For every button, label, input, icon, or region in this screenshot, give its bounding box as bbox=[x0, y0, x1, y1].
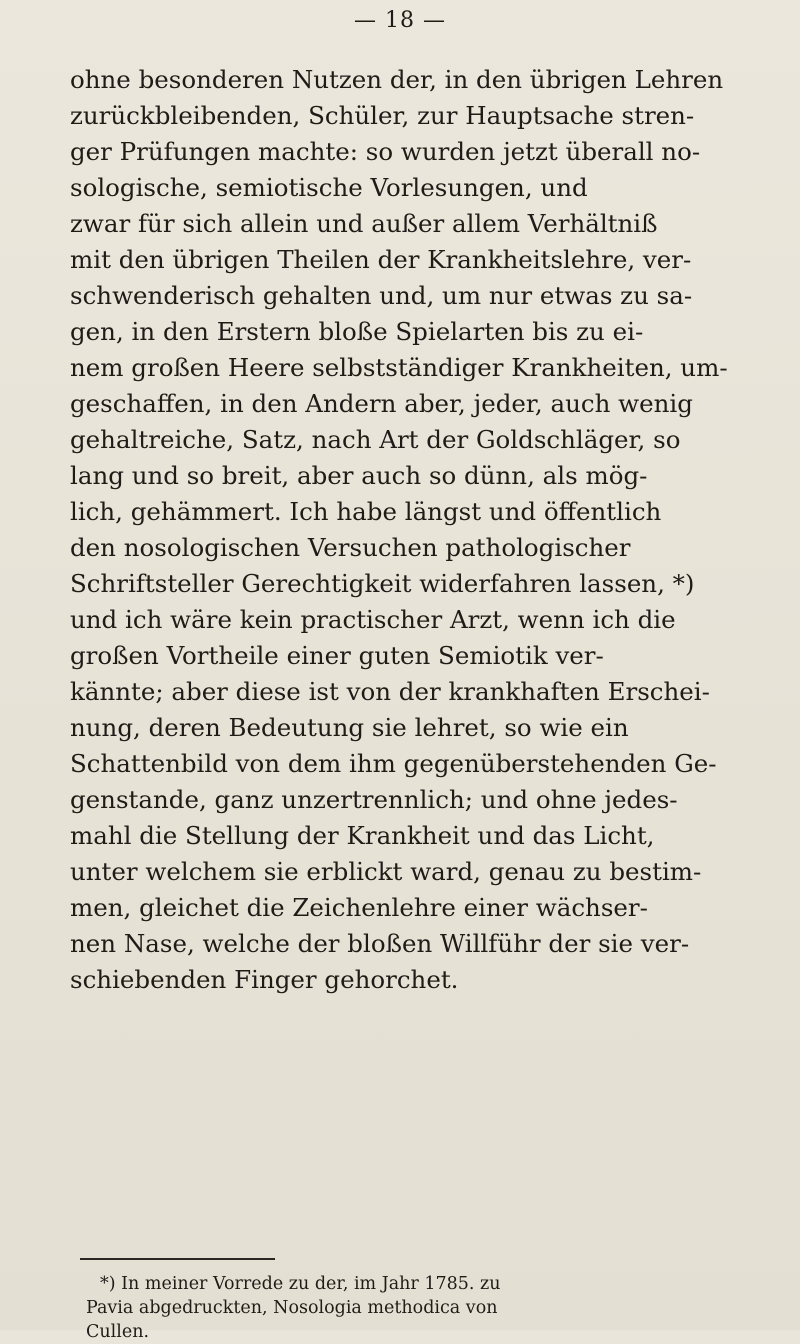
text-line: Schattenbild von dem ihm gegenüberstehenden Ge- bbox=[70, 749, 717, 778]
text-line: gen, in den Erstern bloße Spielarten bis zu ei- bbox=[70, 317, 644, 346]
text-line: schwenderisch gehalten und, um nur etwas zu sa- bbox=[70, 281, 693, 310]
text-line: lang und so breit, aber auch so dünn, als mög- bbox=[70, 461, 648, 490]
footnote bbox=[86, 1272, 756, 1344]
text-line: zurückbleibenden, Schüler, zur Hauptsache stren- bbox=[70, 101, 695, 130]
text-line: gehaltreiche, Satz, nach Art der Goldschläger, so bbox=[70, 425, 681, 454]
text-line: nem großen Heere selbstständiger Krankheiten, um- bbox=[70, 353, 728, 382]
footnote-line: *) In meiner Vorrede zu der, im Jahr 1785. zu bbox=[100, 1274, 501, 1294]
text-line: nung, deren Bedeutung sie lehret, so wie ein bbox=[70, 713, 629, 742]
footnote-line: Cullen. bbox=[86, 1322, 150, 1342]
text-line: men, gleichet die Zeichenlehre einer wächser- bbox=[70, 893, 648, 922]
text-line: sologische, semiotische Vorlesungen, und bbox=[70, 173, 588, 202]
footnote-rule bbox=[80, 1258, 275, 1260]
text-line: den nosologischen Versuchen pathologischer bbox=[70, 533, 631, 562]
text-line: und ich wäre kein practischer Arzt, wenn ich die bbox=[70, 605, 676, 634]
text-line: Schriftsteller Gerechtigkeit widerfahren lassen, *) bbox=[70, 569, 695, 598]
body-text bbox=[70, 62, 750, 998]
page-number: — 18 — bbox=[354, 8, 446, 33]
text-line: lich, gehämmert. Ich habe längst und öffentlich bbox=[70, 497, 662, 526]
text-line: ohne besonderen Nutzen der, in den übrigen Lehren bbox=[70, 65, 724, 94]
text-line: unter welchem sie erblickt ward, genau zu bestim- bbox=[70, 857, 702, 886]
text-line: mit den übrigen Theilen der Krankheitslehre, ver- bbox=[70, 245, 692, 274]
text-line: großen Vortheile einer guten Semiotik ver- bbox=[70, 641, 604, 670]
text-line: zwar für sich allein und außer allem Verhältniß bbox=[70, 209, 658, 238]
text-line: mahl die Stellung der Krankheit und das Licht, bbox=[70, 821, 655, 850]
text-line: nen Nase, welche der bloßen Willführ der sie ver- bbox=[70, 929, 690, 958]
text-line: kännte; aber diese ist von der krankhaften Erschei- bbox=[70, 677, 710, 706]
text-line: ger Prüfungen machte: so wurden jetzt überall no- bbox=[70, 137, 701, 166]
footnote-line: Pavia abgedruckten, Nosologia methodica von bbox=[86, 1298, 498, 1318]
text-line: schiebenden Finger gehorchet. bbox=[70, 965, 459, 994]
text-line: genstande, ganz unzertrennlich; und ohne jedes- bbox=[70, 785, 678, 814]
text-line: geschaffen, in den Andern aber, jeder, auch wenig bbox=[70, 389, 693, 418]
